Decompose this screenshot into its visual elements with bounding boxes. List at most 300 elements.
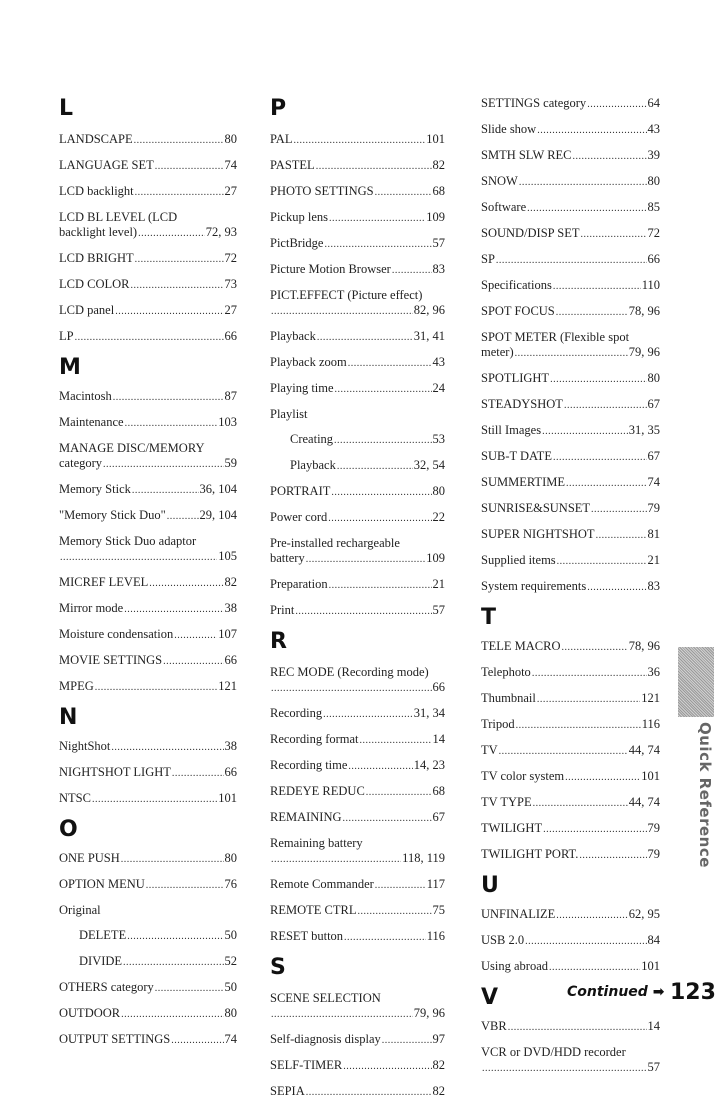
index-entry: [59, 415, 237, 431]
leader-dots: [564, 398, 647, 413]
page-ref: 43: [432, 355, 445, 369]
index-entry: [481, 933, 660, 949]
index-entry: [59, 210, 237, 241]
entry-label: OUTDOOR: [59, 1006, 121, 1020]
continued-text: Continued: [567, 984, 648, 1000]
index-entry: [481, 527, 660, 543]
page-ref: 78, 96: [628, 304, 660, 318]
index-entry: [270, 536, 445, 567]
leader-dots: [271, 1007, 413, 1022]
entry-label: OTHERS category: [59, 980, 154, 994]
page-ref: 66: [224, 765, 237, 779]
entry-label: MOVIE SETTINGS: [59, 653, 163, 667]
index-entry: [270, 158, 445, 174]
entry-label: SELF-TIMER: [270, 1058, 343, 1072]
index-entry: [270, 929, 445, 945]
leader-dots: [366, 785, 432, 800]
page-ref: 57: [647, 1060, 660, 1074]
entry-label: SPOTLIGHT: [481, 371, 550, 385]
page-ref: 74: [224, 158, 237, 172]
page-ref: 72: [224, 251, 237, 265]
entry-label: Telephoto: [481, 665, 531, 679]
index-column-1: [59, 96, 237, 1058]
entry-label: Maintenance: [59, 415, 124, 429]
page-ref: 53: [432, 432, 445, 446]
leader-dots: [328, 511, 431, 526]
leader-dots: [167, 509, 199, 524]
entry-label-cont: category: [59, 456, 103, 470]
leader-dots: [121, 852, 224, 867]
leader-dots: [499, 744, 628, 759]
index-entry: [59, 1032, 237, 1048]
entry-label: TV: [481, 743, 498, 757]
leader-dots: [348, 759, 412, 774]
section-letter-m: M: [59, 355, 81, 380]
section-letter-t: T: [481, 605, 497, 630]
index-entry: [481, 371, 660, 387]
entry-label: NTSC: [59, 791, 91, 805]
index-entry: [270, 836, 445, 867]
index-entry: [270, 810, 445, 826]
leader-dots: [566, 476, 647, 491]
leader-dots: [587, 580, 646, 595]
entry-label: Specifications: [481, 278, 552, 292]
entry-label: "Memory Stick Duo": [59, 508, 166, 522]
index-entry: [481, 1045, 660, 1076]
index-column-2: [270, 96, 445, 1110]
entry-label: TV TYPE: [481, 795, 532, 809]
leader-dots: [496, 253, 647, 268]
section-letter-r: R: [270, 629, 287, 654]
entry-label: PICT.EFFECT (Picture effect): [270, 288, 423, 302]
index-entry: [481, 579, 660, 595]
leader-dots: [343, 811, 432, 826]
index-entry: [270, 484, 445, 500]
page-ref: 66: [224, 653, 237, 667]
entry-label: SOUND/DISP SET: [481, 226, 580, 240]
entry-label: SCENE SELECTION: [270, 991, 381, 1005]
index-entry: [59, 980, 237, 996]
leader-dots: [516, 718, 641, 733]
page-ref: 31, 34: [413, 706, 445, 720]
index-entry: [481, 304, 660, 320]
leader-dots: [331, 485, 431, 500]
leader-dots: [382, 1033, 432, 1048]
entry-label: Playback: [270, 329, 316, 343]
leader-dots: [155, 981, 224, 996]
index-entry: [270, 458, 445, 474]
page-ref: 67: [647, 397, 660, 411]
leader-dots: [323, 707, 413, 722]
leader-dots: [174, 628, 217, 643]
page-ref: 80: [647, 174, 660, 188]
entry-label: Still Images: [481, 423, 542, 437]
leader-dots: [562, 640, 628, 655]
leader-dots: [60, 550, 217, 565]
page-ref: 52: [224, 954, 237, 968]
entry-label: PORTRAIT: [270, 484, 331, 498]
leader-dots: [343, 1059, 431, 1074]
entry-label: Recording: [270, 706, 323, 720]
index-entry: [59, 679, 237, 695]
page-ref: 67: [432, 810, 445, 824]
page-ref: 101: [641, 959, 660, 973]
page-ref: 43: [647, 122, 660, 136]
leader-dots: [537, 692, 640, 707]
index-entry: [481, 639, 660, 655]
page-ref: 109: [426, 210, 445, 224]
page-ref: 44, 74: [628, 795, 660, 809]
page-ref: 79, 96: [628, 345, 660, 359]
leader-dots: [172, 766, 224, 781]
entry-label: Playback: [290, 458, 336, 472]
page-ref: 66: [647, 252, 660, 266]
leader-dots: [357, 904, 431, 919]
entry-label: Playlist: [270, 407, 308, 421]
entry-label: LCD COLOR: [59, 277, 130, 291]
leader-dots: [123, 955, 223, 970]
page-ref: 14: [647, 1019, 660, 1033]
entry-label: PHOTO SETTINGS: [270, 184, 374, 198]
leader-dots: [134, 133, 224, 148]
entry-label: Creating: [290, 432, 334, 446]
leader-dots: [557, 554, 647, 569]
index-entry: [481, 278, 660, 294]
index-entry: [270, 706, 445, 722]
leader-dots: [553, 450, 647, 465]
index-entry: [59, 441, 237, 472]
page-ref: 80: [224, 851, 237, 865]
leader-dots: [115, 304, 223, 319]
leader-dots: [532, 666, 647, 681]
leader-dots: [329, 211, 425, 226]
leader-dots: [553, 279, 641, 294]
entry-label: SPOT FOCUS: [481, 304, 555, 318]
index-entry: [481, 200, 660, 216]
leader-dots: [392, 263, 432, 278]
entry-label: Recording format: [270, 732, 359, 746]
page-ref: 21: [432, 577, 445, 591]
entry-label: SETTINGS category: [481, 96, 587, 110]
index-entry: [481, 330, 660, 361]
page-ref: 32, 54: [413, 458, 445, 472]
leader-dots: [95, 680, 218, 695]
entry-label: Supplied items: [481, 553, 556, 567]
index-entry: [59, 482, 237, 498]
entry-label-cont: meter): [481, 345, 514, 359]
index-entry: [481, 423, 660, 439]
page-ref: 82: [432, 158, 445, 172]
index-entry: [270, 288, 445, 319]
index-entry: [481, 449, 660, 465]
leader-dots: [527, 201, 646, 216]
entry-label: NIGHTSHOT LIGHT: [59, 765, 171, 779]
index-entry: [59, 653, 237, 669]
page-ref: 22: [432, 510, 445, 524]
leader-dots: [132, 483, 199, 498]
page-ref: 79: [647, 501, 660, 515]
index-entry: [59, 158, 237, 174]
page-ref: 116: [641, 717, 660, 731]
page-ref: 117: [426, 877, 445, 891]
entry-label: Preparation: [270, 577, 328, 591]
leader-dots: [525, 934, 646, 949]
index-entry: [270, 577, 445, 593]
index-entry: [481, 96, 660, 112]
entry-label: PAL: [270, 132, 293, 146]
entry-label: REC MODE (Recording mode): [270, 665, 429, 679]
index-entry: [59, 928, 237, 944]
entry-label: Software: [481, 200, 527, 214]
page-ref: 76: [224, 877, 237, 891]
page-ref: 36, 104: [199, 482, 237, 496]
page-ref: 38: [224, 601, 237, 615]
page-ref: 14, 23: [413, 758, 445, 772]
entry-label: REMOTE CTRL: [270, 903, 357, 917]
page-ref: 103: [218, 415, 237, 429]
sidebar-tab-pattern: [678, 647, 714, 717]
index-entry: [59, 184, 237, 200]
leader-dots: [295, 604, 431, 619]
entry-label: PictBridge: [270, 236, 324, 250]
entry-label: Pre-installed rechargeable: [270, 536, 400, 550]
index-entry: [270, 665, 445, 696]
leader-dots: [549, 960, 640, 975]
entry-label: VCR or DVD/HDD recorder: [481, 1045, 626, 1059]
leader-dots: [375, 878, 426, 893]
page-ref: 39: [647, 148, 660, 162]
page-ref: 107: [218, 627, 237, 641]
index-entry: [270, 1058, 445, 1074]
index-entry: [270, 784, 445, 800]
index-entry: [59, 534, 237, 565]
index-entry: [481, 665, 660, 681]
entry-label: SP: [481, 252, 495, 266]
page-ref: 62, 95: [628, 907, 660, 921]
page-ref: 31, 35: [628, 423, 660, 437]
page-ref: 59: [224, 456, 237, 470]
leader-dots: [542, 424, 628, 439]
entry-label: PASTEL: [270, 158, 315, 172]
leader-dots: [375, 185, 432, 200]
page-ref: 82: [432, 1058, 445, 1072]
entry-label: Playback zoom: [270, 355, 347, 369]
entry-label: TWILIGHT PORT.: [481, 847, 579, 861]
section-letter-o: O: [59, 817, 78, 842]
entry-label: Memory Stick: [59, 482, 131, 496]
leader-dots: [271, 681, 432, 696]
page-ref: 79: [647, 821, 660, 835]
index-entry: [481, 252, 660, 268]
index-entry: [481, 847, 660, 863]
leader-dots: [508, 1020, 647, 1035]
index-entry: [481, 1019, 660, 1035]
page-ref: 116: [426, 929, 445, 943]
leader-dots: [271, 852, 401, 867]
index-entry: [270, 603, 445, 619]
leader-dots: [360, 733, 432, 748]
index-entry: [270, 355, 445, 371]
index-entry: [481, 553, 660, 569]
page-ref: 82: [432, 1084, 445, 1098]
section-letter-v: V: [481, 985, 499, 1010]
entry-label: Original: [59, 903, 101, 917]
entry-label: LP: [59, 329, 74, 343]
leader-dots: [482, 1061, 647, 1076]
page-ref: 101: [426, 132, 445, 146]
leader-dots: [155, 159, 224, 174]
page-ref: 50: [224, 928, 237, 942]
page-ref: 101: [641, 769, 660, 783]
index-entry: [59, 329, 237, 345]
page-number: 123: [670, 980, 716, 1005]
index-entry: [270, 407, 445, 422]
page-ref: 57: [432, 603, 445, 617]
page-ref: 36: [647, 665, 660, 679]
index-entry: [59, 954, 237, 970]
section-letter-l: L: [59, 96, 74, 121]
entry-label: NightShot: [59, 739, 111, 753]
leader-dots: [334, 433, 431, 448]
page-ref: 85: [647, 200, 660, 214]
entry-label: System requirements: [481, 579, 587, 593]
leader-dots: [111, 740, 223, 755]
page-ref: 87: [224, 389, 237, 403]
entry-label: SUMMERTIME: [481, 475, 565, 489]
leader-dots: [138, 226, 205, 241]
entry-label: REMAINING: [270, 810, 342, 824]
leader-dots: [543, 822, 646, 837]
leader-dots: [348, 356, 432, 371]
entry-label: MPEG: [59, 679, 94, 693]
entry-label: LCD panel: [59, 303, 115, 317]
leader-dots: [565, 770, 640, 785]
leader-dots: [149, 576, 223, 591]
leader-dots: [344, 930, 426, 945]
page-ref: 80: [224, 1006, 237, 1020]
index-entry: [270, 758, 445, 774]
leader-dots: [324, 237, 431, 252]
entry-label: LANDSCAPE: [59, 132, 133, 146]
index-entry: [59, 765, 237, 781]
leader-dots: [317, 330, 413, 345]
leader-dots: [335, 382, 432, 397]
index-entry: [481, 174, 660, 190]
leader-dots: [163, 654, 223, 669]
page-ref: 73: [224, 277, 237, 291]
index-entry: [270, 991, 445, 1022]
entry-label: Print: [270, 603, 295, 617]
continued-arrow-icon: ➡: [652, 984, 665, 1000]
leader-dots: [587, 97, 646, 112]
continued-label: [567, 984, 664, 1000]
entry-label: MANAGE DISC/MEMORY: [59, 441, 205, 455]
entry-label: Slide show: [481, 122, 537, 136]
leader-dots: [131, 278, 224, 293]
entry-label: SUB-T DATE: [481, 449, 552, 463]
leader-dots: [533, 796, 628, 811]
entry-label: VBR: [481, 1019, 507, 1033]
page-ref: 31, 41: [413, 329, 445, 343]
page-ref: 27: [224, 303, 237, 317]
leader-dots: [92, 792, 217, 807]
entry-label-cont: backlight level): [59, 225, 138, 239]
leader-dots: [146, 878, 224, 893]
entry-label: DIVIDE: [79, 954, 123, 968]
page-ref: 74: [647, 475, 660, 489]
leader-dots: [329, 578, 432, 593]
index-entry: [59, 877, 237, 893]
leader-dots: [550, 372, 646, 387]
index-entry: [270, 210, 445, 226]
index-entry: [59, 508, 237, 524]
page-ref: 78, 96: [628, 639, 660, 653]
leader-dots: [127, 929, 223, 944]
index-entry: [59, 251, 237, 267]
index-entry: [59, 389, 237, 405]
leader-dots: [581, 227, 647, 242]
index-entry: [481, 397, 660, 413]
leader-dots: [579, 848, 646, 863]
page-ref: 121: [641, 691, 660, 705]
page-ref: 38: [224, 739, 237, 753]
leader-dots: [103, 457, 223, 472]
index-entry: [481, 122, 660, 138]
entry-label: SNOW: [481, 174, 518, 188]
section-letter-p: P: [270, 96, 287, 121]
leader-dots: [306, 552, 426, 567]
leader-dots: [125, 416, 218, 431]
leader-dots: [316, 159, 432, 174]
page-ref: 84: [647, 933, 660, 947]
index-entry: [59, 601, 237, 617]
index-column-3: [481, 96, 660, 1086]
entry-label: OPTION MENU: [59, 877, 145, 891]
leader-dots: [519, 175, 647, 190]
leader-dots: [135, 252, 224, 267]
index-entry: [270, 877, 445, 893]
index-entry: [59, 739, 237, 755]
entry-label: Remote Commander: [270, 877, 374, 891]
page-ref: 72: [647, 226, 660, 240]
page-ref: 121: [218, 679, 237, 693]
index-entry: [481, 148, 660, 164]
entry-label: Self-diagnosis display: [270, 1032, 381, 1046]
page-ref: 105: [218, 549, 237, 563]
leader-dots: [75, 330, 224, 345]
leader-dots: [124, 602, 223, 617]
index-entry: [270, 432, 445, 448]
entry-label-cont: battery: [270, 551, 305, 565]
page-ref: 74: [224, 1032, 237, 1046]
entry-label: Macintosh: [59, 389, 112, 403]
page-ref: 97: [432, 1032, 445, 1046]
index-entry: [59, 132, 237, 148]
entry-label: SPOT METER (Flexible spot: [481, 330, 630, 344]
entry-label: Using abroad: [481, 959, 548, 973]
leader-dots: [271, 304, 413, 319]
page-ref: 81: [647, 527, 660, 541]
page-ref: 101: [218, 791, 237, 805]
leader-dots: [121, 1007, 223, 1022]
entry-label: Tripod: [481, 717, 515, 731]
page-ref: 44, 74: [628, 743, 660, 757]
entry-label: ONE PUSH: [59, 851, 120, 865]
index-entry: [481, 691, 660, 707]
index-entry: [481, 907, 660, 923]
page-ref: 72, 93: [205, 225, 237, 239]
index-entry: [270, 1084, 445, 1100]
